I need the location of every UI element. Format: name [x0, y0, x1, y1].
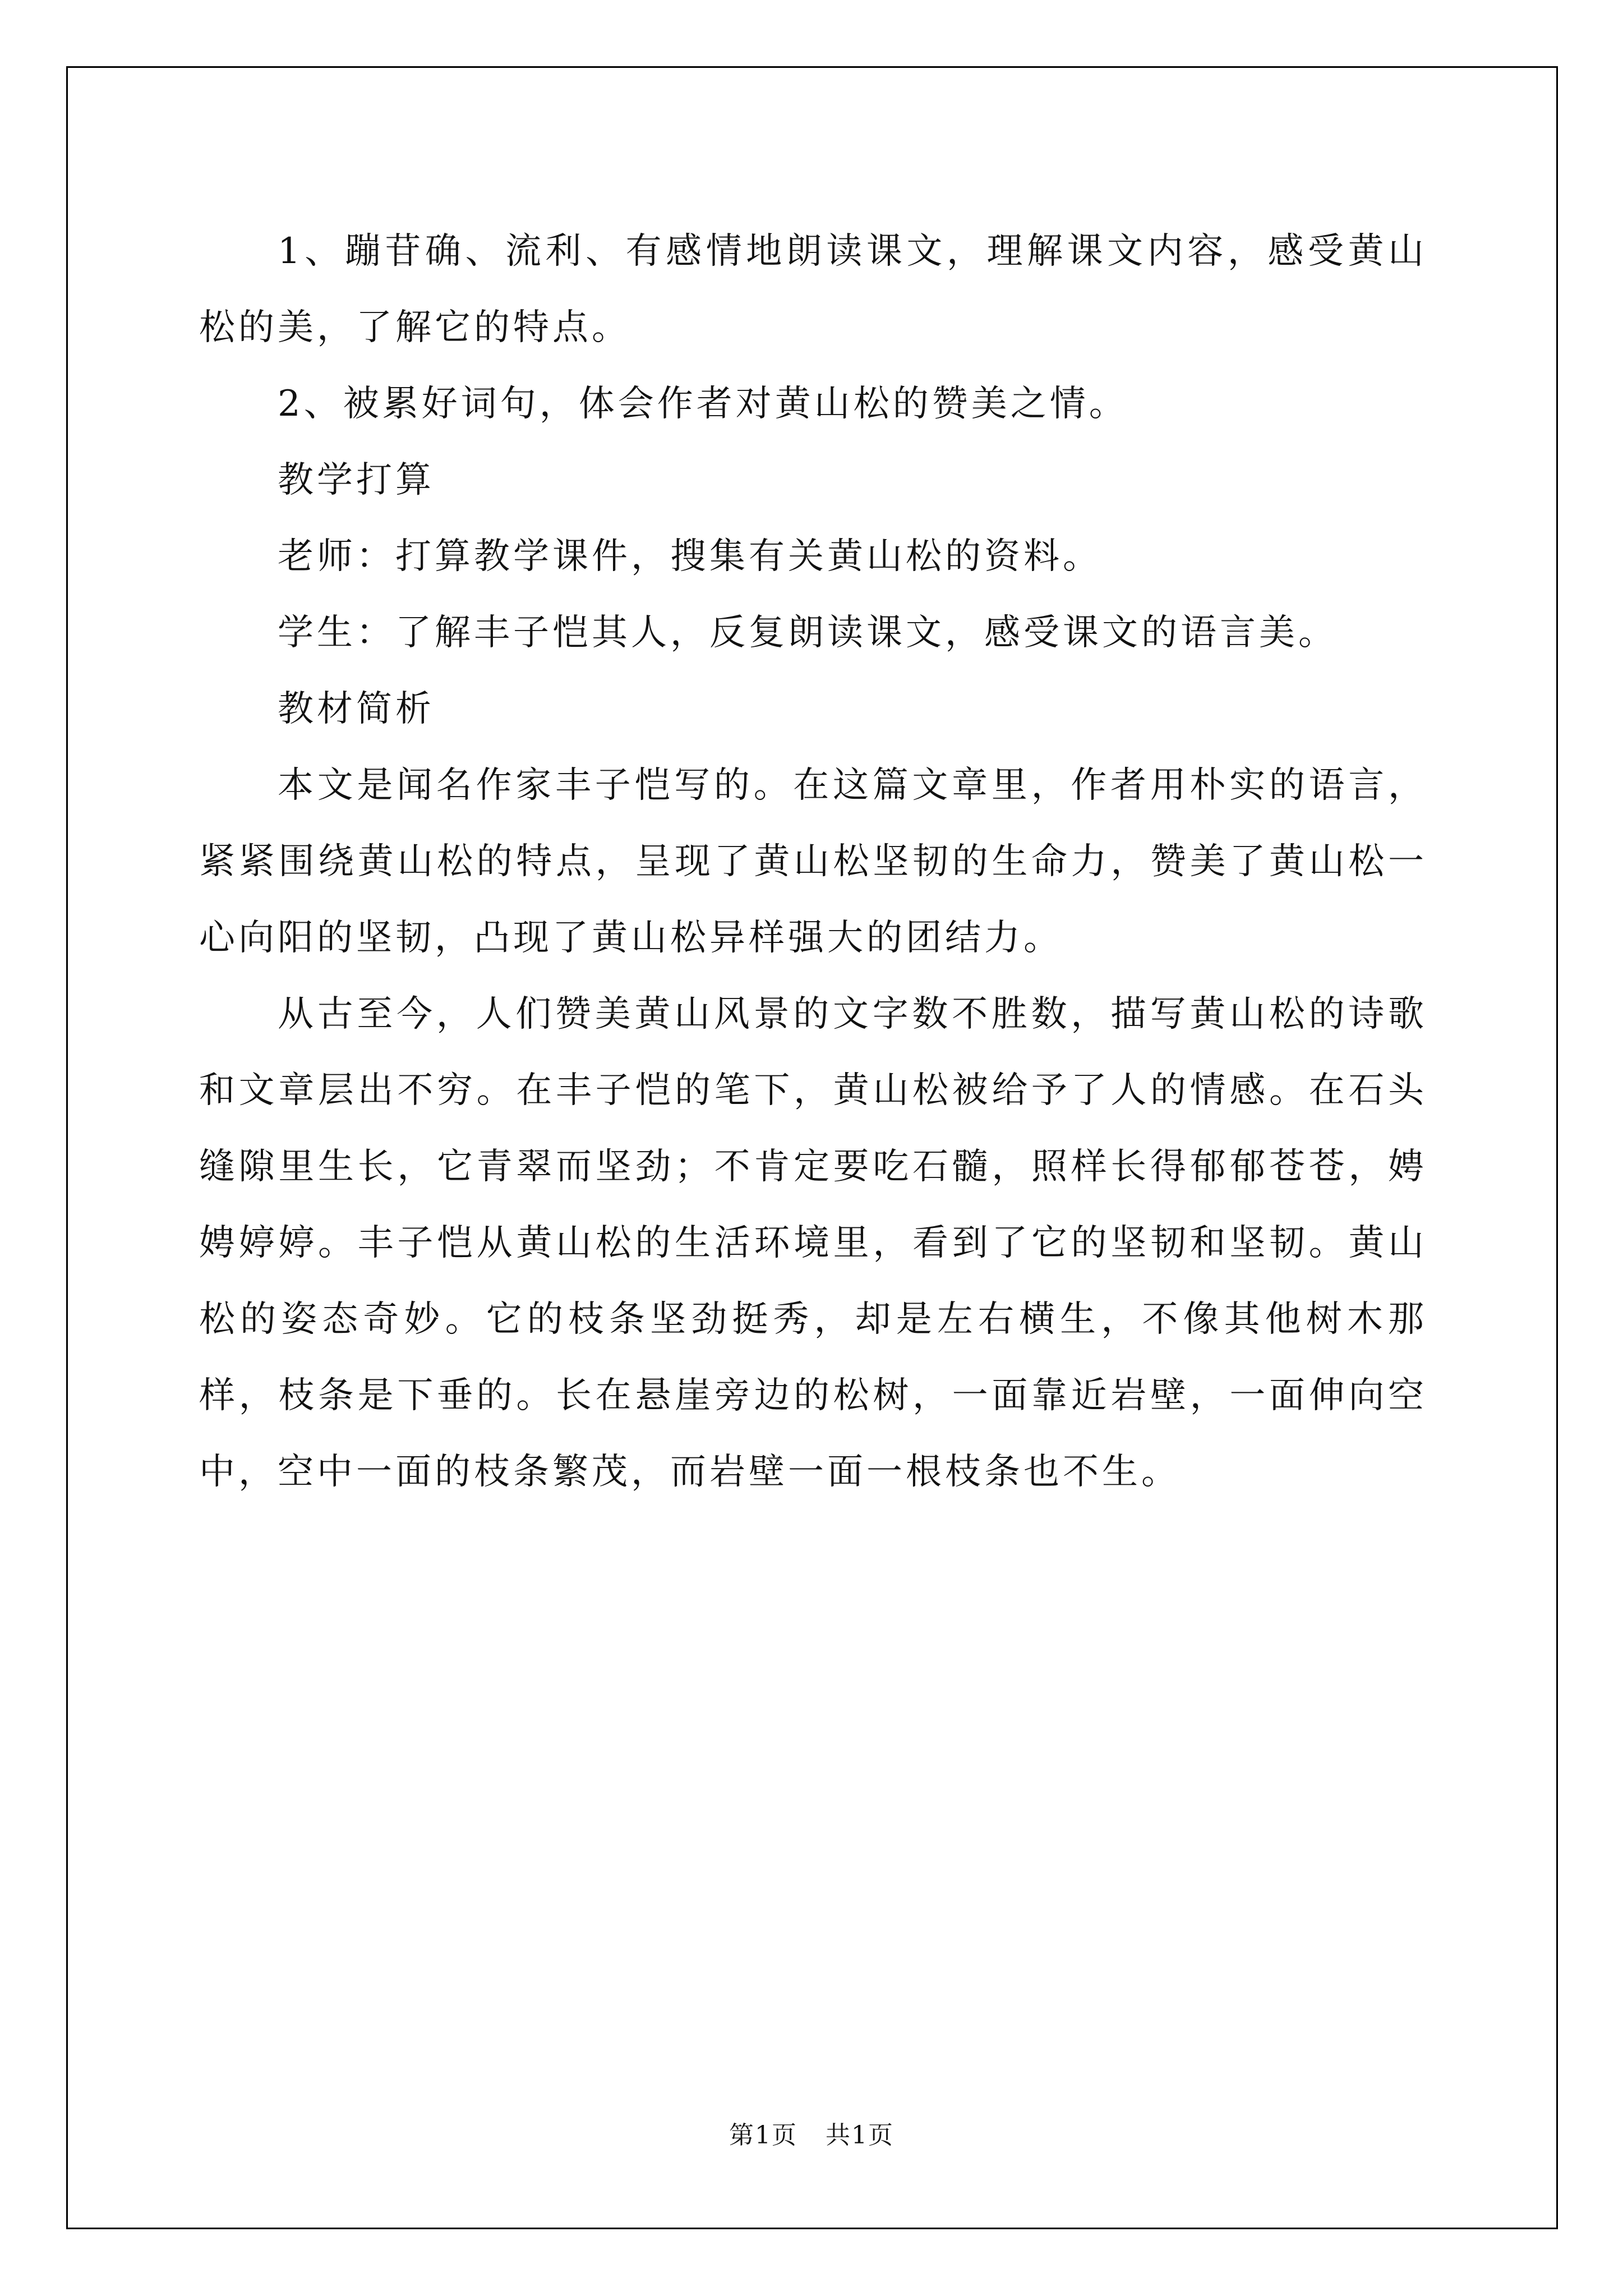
page-number: 第1页: [729, 2121, 797, 2150]
page-footer: [0, 2115, 1623, 2151]
paragraph-teacher-preparation: 老师：打算教学课件，搜集有关黄山松的资料。: [278, 536, 1102, 577]
paragraph-analysis-2: 从古至今，人们赞美黄山风景的文字数不胜数，描写黄山松的诗歌和文章层出不穷。在丰子恺的笔下，黄山松被给予了人的情感。在石头缝隙里生长，它青翠而坚劲；不肯定要吃石髓，照样长得郁郁苍苍，娉娉婷婷。丰子恺从黄山松的生活环境里，看到了它的坚韧和坚韧。黄山松的姿态奇妙。它的枝条坚劲挺秀，却是左右横生，不像其他树木那样，枝条是下垂的。长在悬崖旁边的松树，一面靠近岩壁，一面伸向空中，空中一面的枝条繁茂，而岩壁一面一根枝条也不生。: [199, 993, 1427, 1493]
paragraph-analysis-1: 本文是闻名作家丰子恺写的。在这篇文章里，作者用朴实的语言，紧紧围绕黄山松的特点，呈现了黄山松坚韧的生命力，赞美了黄山松一心向阳的坚韧，凸现了黄山松异样强大的团结力。: [199, 765, 1427, 959]
paragraph-objective-1: 1、蹦苷确、流利、有感情地朗读课文，理解课文内容，感受黄山松的美，了解它的特点。: [199, 231, 1427, 348]
paragraph-student-preparation: 学生：了解丰子恺其人，反复朗读课文，感受课文的语言美。: [278, 612, 1338, 654]
paragraph-objective-2: 2、被累好词句，体会作者对黄山松的赞美之情。: [278, 383, 1128, 425]
heading-teaching-preparation: 教学打算: [278, 459, 435, 501]
heading-textbook-analysis: 教材简析: [278, 688, 435, 730]
document-body: [199, 213, 1427, 1510]
page-total: 共1页: [826, 2121, 894, 2150]
